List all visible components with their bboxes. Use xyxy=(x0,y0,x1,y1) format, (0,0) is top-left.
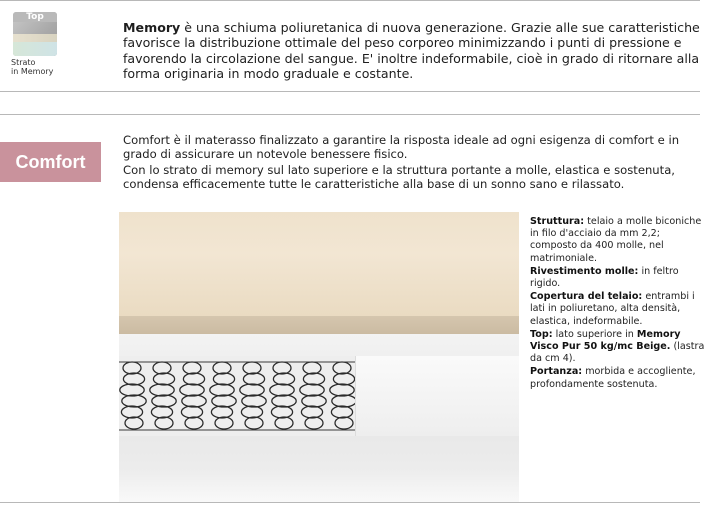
memory-description xyxy=(123,20,708,82)
cube-top-label: Top xyxy=(13,12,57,22)
comfort-paragraph-2: Con lo strato di memory sul lato superiore e la struttura portante a molle, elastica e sostenuta, condensa efficacemente tutte le caratteristiche alla base di un sonno sano e rilassato. xyxy=(123,163,675,191)
memory-layer-icon xyxy=(11,12,61,78)
mattress-cube-icon xyxy=(13,12,57,56)
bottom-divider xyxy=(0,502,700,503)
springs-cutaway xyxy=(119,356,355,436)
spec-portanza: Portanza: morbida e accogliente, profondamente sostenuta. xyxy=(530,366,696,390)
memory-foam-layer xyxy=(119,212,519,316)
comfort-badge: Comfort xyxy=(0,142,101,182)
memory-title: Memory xyxy=(123,20,181,35)
specs-list xyxy=(530,216,708,392)
spec-rivestimento: Rivestimento molle: in feltro rigido. xyxy=(530,265,679,290)
spec-struttura: Struttura: telaio a molle biconiche in filo d'acciaio da mm 2,2; composto da 400 molle, nel matrimoniale. xyxy=(530,216,702,264)
comfort-description xyxy=(123,133,705,193)
spec-top: Top: lato superiore in Memory Visco Pur 50 kg/mc Beige. (lastra da cm 4). xyxy=(530,328,705,365)
mattress-illustration xyxy=(119,212,519,502)
comfort-paragraph-1: Comfort è il materasso finalizzato a garantire la risposta ideale ad ogni esigenza di comfort e in grado di assicurare un notevole benessere fisico. xyxy=(123,133,680,161)
spring-coils-graphic xyxy=(119,356,355,436)
padding-band xyxy=(119,316,519,334)
spec-copertura: Copertura del telaio: entrambi i lati in poliuretano, alta densità, elastica, indeformabile. xyxy=(530,291,695,327)
memory-text: è una schiuma poliuretanica di nuova generazione. Grazie alle sue caratteristiche favorisce la distribuzione ottimale del peso corporeo minimizzando i punti di pressione e favorendo la circolazione del sangue. E' inoltre indeformabile, cioè in grado di ritornare alla forma originaria in modo graduale e costante. xyxy=(123,20,700,82)
divider-2 xyxy=(0,114,700,115)
icon-caption: Strato in Memory xyxy=(11,58,54,76)
side-panel xyxy=(355,356,519,436)
divider-1 xyxy=(0,91,700,92)
top-divider xyxy=(0,0,700,1)
